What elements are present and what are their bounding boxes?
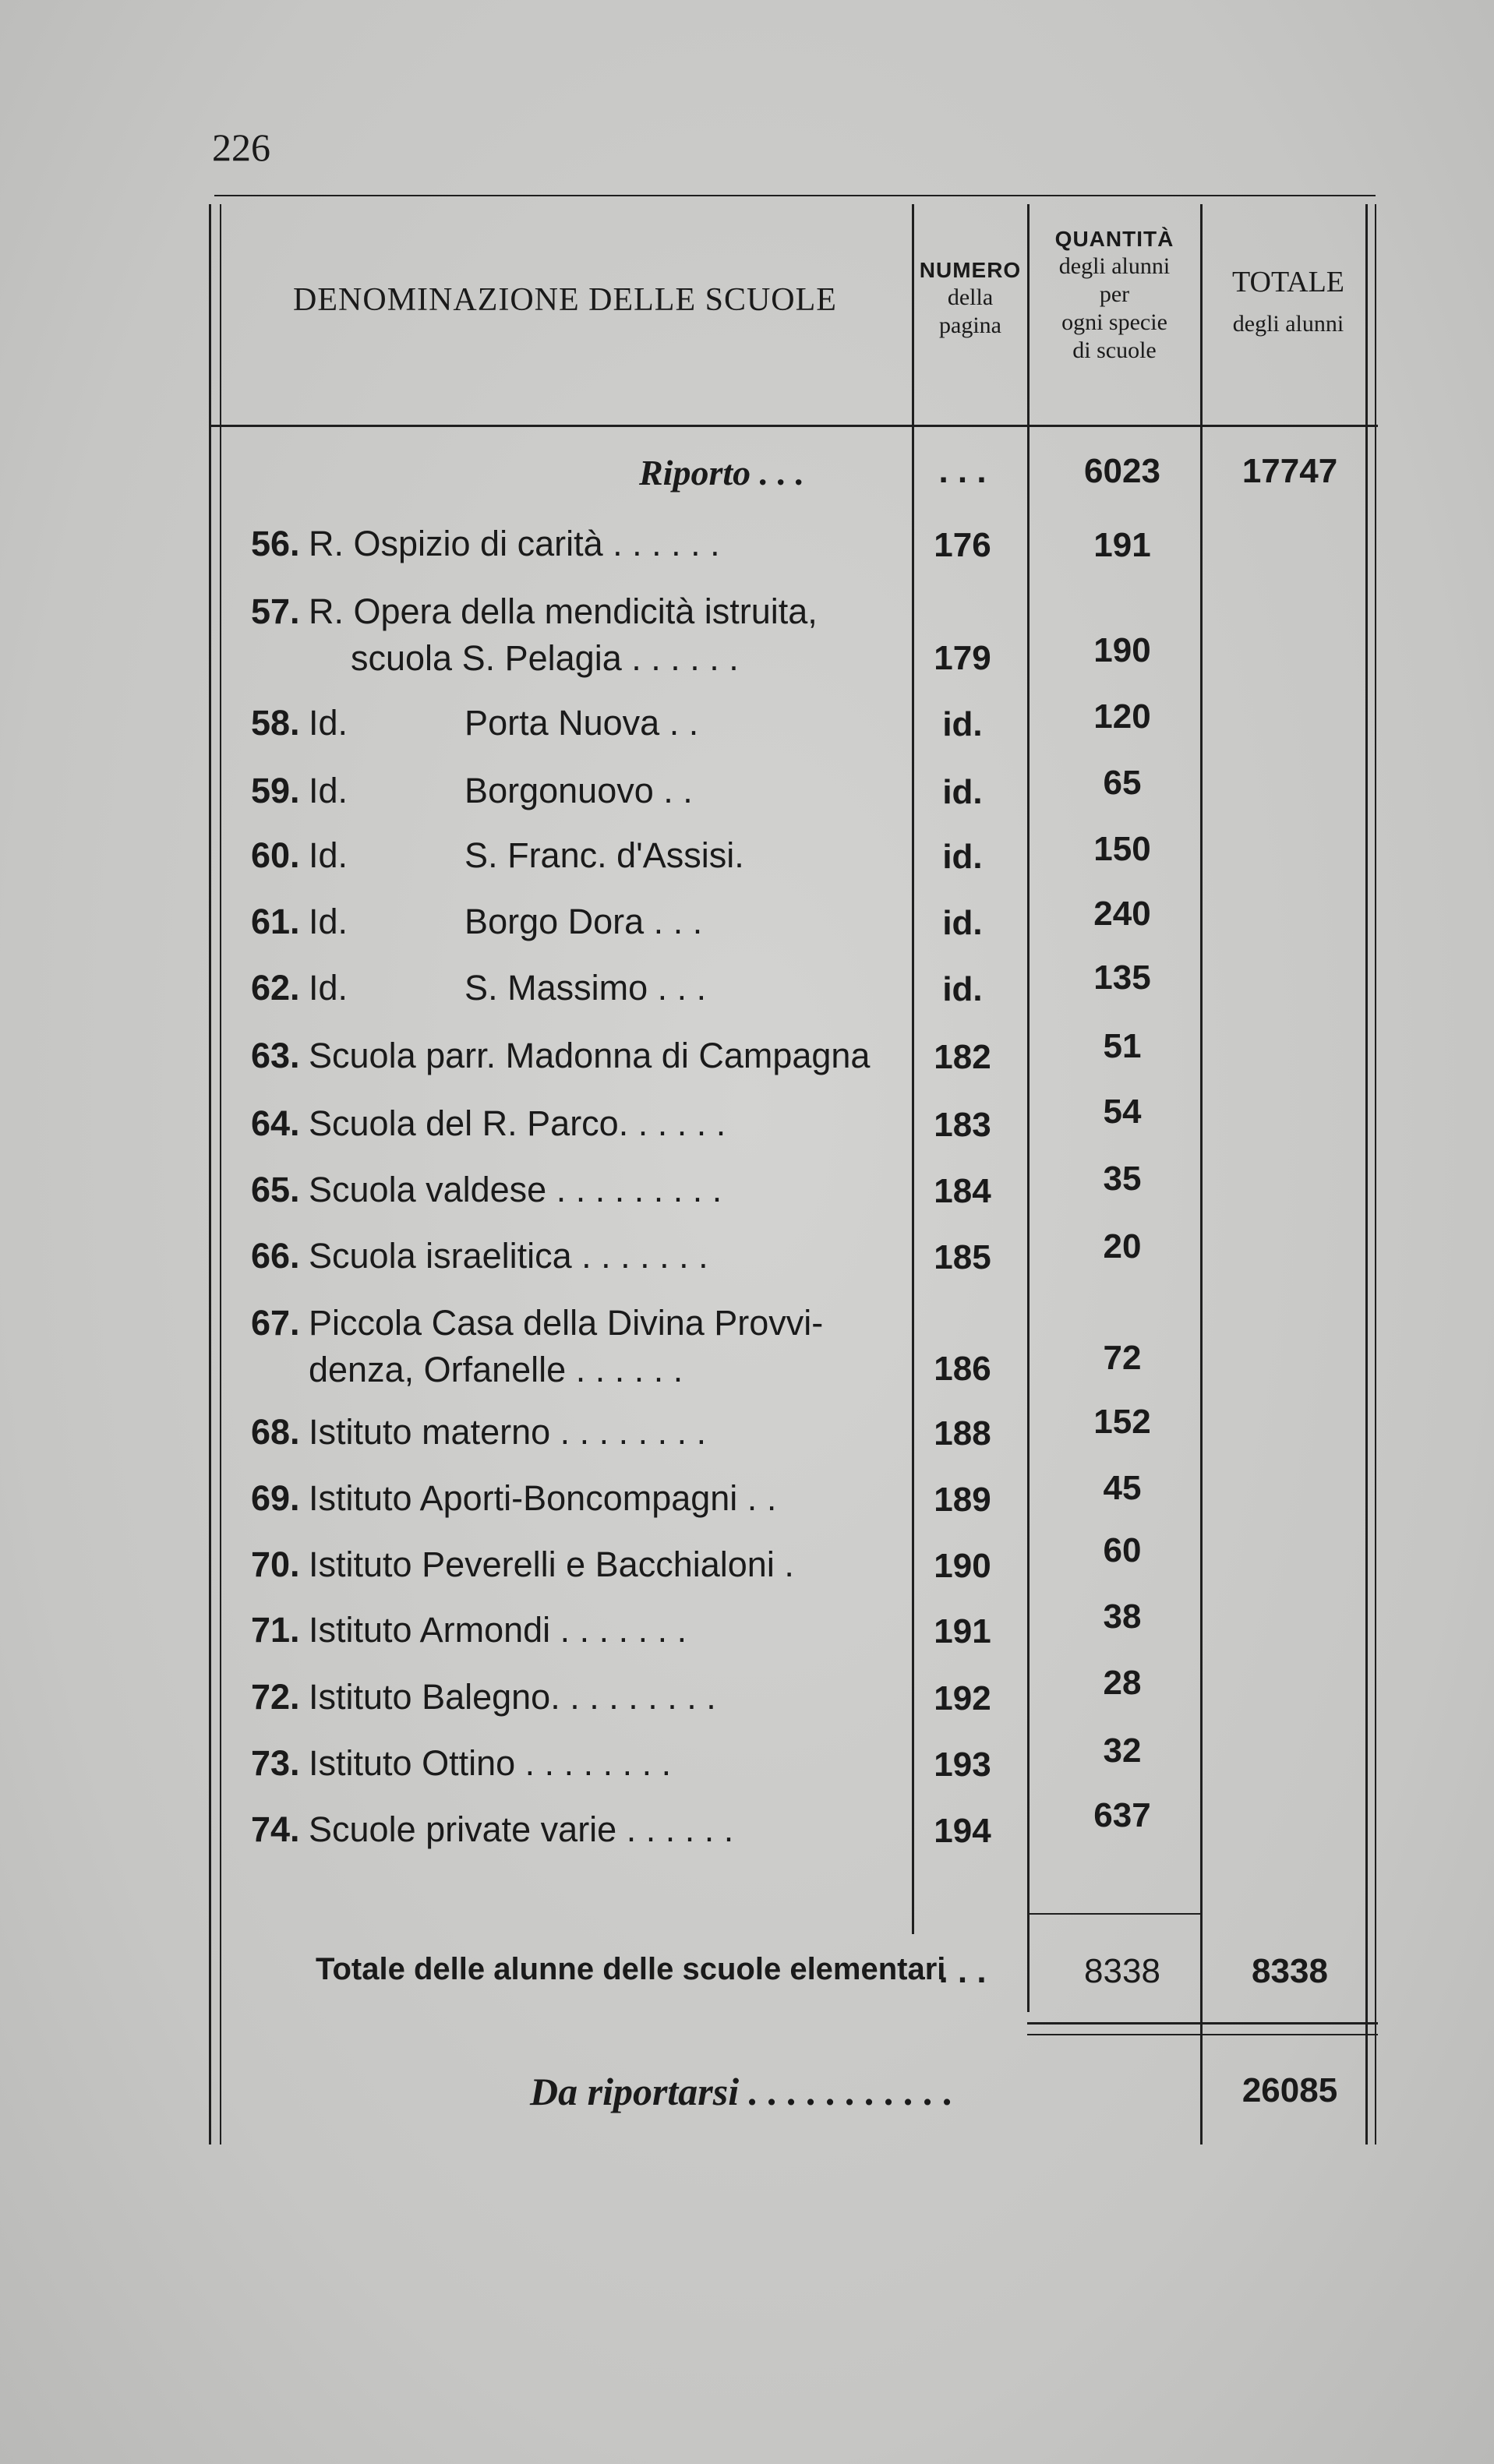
totale-label: Totale delle alunne delle scuole elementari	[316, 1952, 946, 1986]
row-name: R. Ospizio di carità . . . . . .	[309, 524, 720, 563]
row-number: 62.	[251, 968, 300, 1008]
row-quantita: 45	[1103, 1469, 1142, 1507]
row-quantita: 150	[1093, 830, 1151, 868]
table-right-border	[1365, 204, 1368, 2145]
row-quantita: 120	[1093, 697, 1151, 736]
row-quantita: 51	[1103, 1027, 1142, 1065]
row-name: Piccola Casa della Divina Provvi-	[309, 1303, 824, 1343]
row-pagina: 186	[934, 1350, 991, 1388]
row-pagina: 185	[934, 1238, 991, 1276]
row-quantita: 32	[1103, 1732, 1142, 1770]
header-quantita-line2: degli alunni	[1058, 252, 1171, 279]
row-quantita: 65	[1103, 764, 1142, 802]
row-pagina: id.	[942, 705, 983, 743]
header-totale-line1: TOTALE	[1231, 266, 1344, 298]
row-name: R. Opera della mendicità istruita,	[309, 591, 818, 631]
col-divider-pagina-right	[1027, 204, 1030, 2012]
table-row	[251, 1100, 882, 1147]
table-row	[251, 1233, 882, 1280]
table-row	[251, 1541, 882, 1588]
row-pagina: 184	[934, 1172, 991, 1210]
header-denominazione: DENOMINAZIONE DELLE SCUOLE	[293, 282, 837, 318]
table-row	[251, 1409, 882, 1456]
header-quantita	[1029, 226, 1200, 365]
row-name: Istituto materno . . . . . . . .	[309, 1412, 707, 1452]
header-quantita-line4: ogni specie	[1061, 309, 1167, 335]
row-name: Istituto Aporti-Boncompagni . .	[309, 1478, 777, 1518]
row-number: 60.	[251, 835, 300, 875]
row-pagina: 190	[934, 1547, 991, 1585]
row-name: Scuola parr. Madonna di Campagna	[309, 1036, 871, 1075]
row-number: 68.	[251, 1412, 300, 1452]
row-name: Istituto Armondi . . . . . . .	[309, 1610, 687, 1650]
table-row	[251, 1167, 882, 1213]
row-pagina: id.	[942, 838, 983, 876]
row-name: Id. Borgonuovo . .	[309, 771, 693, 810]
table-row	[251, 1300, 882, 1393]
row-pagina: 192	[934, 1679, 991, 1717]
table-top-rule	[214, 195, 1376, 196]
row-quantita: 637	[1093, 1796, 1151, 1834]
table-row	[251, 1674, 882, 1721]
row-quantita: 190	[1093, 631, 1151, 669]
row-quantita: 28	[1103, 1664, 1142, 1702]
row-number: 63.	[251, 1036, 300, 1075]
row-name: Id. Porta Nuova . .	[309, 703, 699, 743]
row-name: Id. Borgo Dora . . .	[309, 902, 703, 941]
table-row	[251, 965, 882, 1011]
header-totale	[1202, 265, 1375, 338]
row-name: Istituto Ottino . . . . . . . .	[309, 1743, 672, 1783]
row-number: 66.	[251, 1236, 300, 1276]
row-name: Scuola israelitica . . . . . . .	[309, 1236, 708, 1276]
row-quantita: 60	[1103, 1531, 1142, 1569]
row-pagina: 193	[934, 1746, 991, 1784]
row-name: Id. S. Franc. d'Assisi.	[309, 835, 744, 875]
row-quantita: 152	[1093, 1403, 1151, 1441]
row-number: 59.	[251, 771, 300, 810]
row-pagina: 189	[934, 1481, 991, 1519]
row-pagina: id.	[942, 773, 983, 811]
row-name-continuation: denza, Orfanelle . . . . . .	[309, 1350, 683, 1389]
row-number: 67.	[251, 1303, 300, 1343]
totale-bottom-rule	[1027, 2022, 1378, 2025]
row-number: 58.	[251, 703, 300, 743]
header-numero	[913, 257, 1027, 340]
da-riportarsi-totale: 26085	[1241, 2071, 1338, 2109]
riporto-dots: . . .	[938, 452, 987, 490]
row-name: Scuola valdese . . . . . . . . .	[309, 1170, 722, 1209]
row-number: 72.	[251, 1677, 300, 1717]
row-quantita: 54	[1103, 1093, 1142, 1131]
row-quantita: 35	[1103, 1160, 1142, 1198]
row-number: 65.	[251, 1170, 300, 1209]
table-row	[251, 521, 882, 567]
header-quantita-line5: di scuole	[1072, 337, 1157, 363]
header-numero-line2: della	[947, 284, 994, 310]
row-pagina: 176	[934, 526, 991, 564]
header-bottom-rule	[209, 425, 1378, 427]
row-number: 70.	[251, 1544, 300, 1584]
totale-totale: 8338	[1252, 1952, 1328, 1990]
row-quantita: 20	[1103, 1227, 1142, 1266]
da-riportarsi-label: Da riportarsi . . . . . . . . . . .	[530, 2070, 954, 2113]
row-pagina: 191	[934, 1612, 991, 1650]
row-quantita: 38	[1103, 1597, 1142, 1636]
table-row	[251, 1033, 882, 1079]
page-number: 226	[212, 125, 270, 169]
header-quantita-line1: QUANTITÀ	[1054, 227, 1174, 251]
row-pagina: 183	[934, 1106, 991, 1144]
row-quantita: 240	[1093, 895, 1151, 933]
row-number: 69.	[251, 1478, 300, 1518]
totale-top-rule	[1027, 1913, 1200, 1915]
header-numero-line3: pagina	[939, 312, 1001, 338]
row-pagina: 182	[934, 1038, 991, 1076]
table-left-border-inner	[220, 204, 221, 2145]
table-row	[251, 1806, 882, 1853]
table-row	[251, 832, 882, 879]
row-pagina: 179	[934, 639, 991, 677]
header-totale-line2: degli alunni	[1232, 310, 1344, 337]
row-pagina: 194	[934, 1812, 991, 1850]
row-quantita: 135	[1093, 958, 1151, 997]
row-number: 73.	[251, 1743, 300, 1783]
header-numero-line1: NUMERO	[919, 258, 1022, 282]
row-pagina: 188	[934, 1414, 991, 1453]
table-row	[251, 898, 882, 945]
row-number: 71.	[251, 1610, 300, 1650]
totale-quantita: 8338	[1084, 1952, 1160, 1990]
row-name: Istituto Balegno. . . . . . . . .	[309, 1677, 716, 1717]
row-number: 74.	[251, 1809, 300, 1849]
table-row	[251, 768, 882, 814]
totale-bottom-rule-2	[1027, 2034, 1378, 2035]
riporto-quantita: 6023	[1084, 452, 1160, 490]
totale-dots: . . .	[938, 1952, 987, 1990]
row-name: Istituto Peverelli e Bacchialoni .	[309, 1544, 794, 1584]
header-quantita-line3: per	[1099, 281, 1130, 307]
row-quantita: 72	[1103, 1339, 1142, 1377]
table-left-border	[209, 204, 211, 2145]
table-row	[251, 700, 882, 747]
riporto-label: Riporto . . .	[639, 453, 805, 492]
table-row	[251, 1740, 882, 1787]
row-number: 61.	[251, 902, 300, 941]
row-pagina: id.	[942, 970, 983, 1008]
table-right-border-outer	[1375, 204, 1376, 2145]
row-number: 64.	[251, 1103, 300, 1143]
table-row	[251, 1607, 882, 1654]
row-name: Id. S. Massimo . . .	[309, 968, 707, 1008]
row-number: 57.	[251, 591, 300, 631]
row-number: 56.	[251, 524, 300, 563]
row-name: Scuola del R. Parco. . . . . .	[309, 1103, 726, 1143]
row-name: Scuole private varie . . . . . .	[309, 1809, 734, 1849]
table-row	[251, 1475, 882, 1522]
riporto-totale: 17747	[1241, 452, 1338, 490]
row-pagina: id.	[942, 904, 983, 942]
row-name-continuation: scuola S. Pelagia . . . . . .	[351, 638, 739, 678]
row-quantita: 191	[1093, 526, 1151, 564]
table-row	[251, 588, 882, 682]
